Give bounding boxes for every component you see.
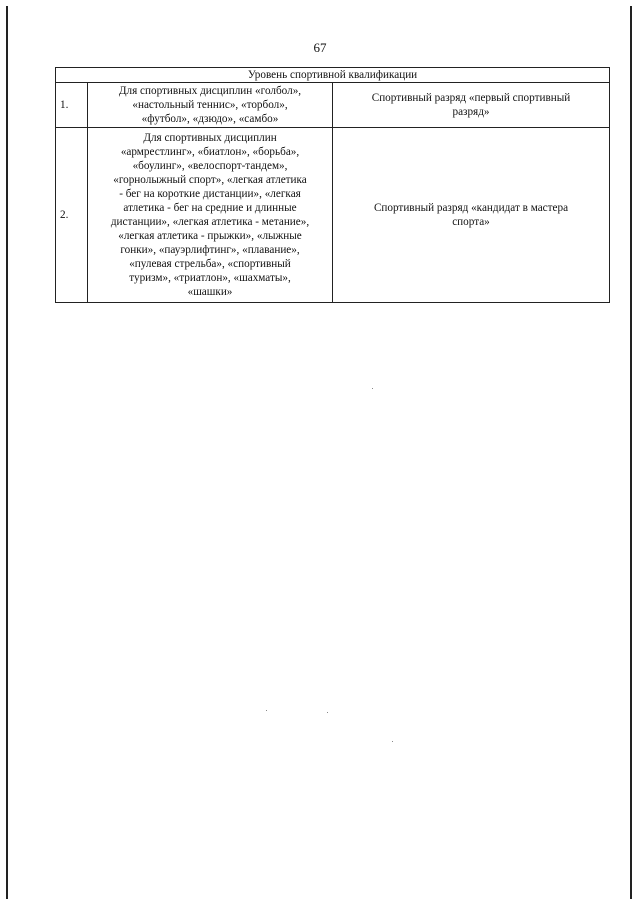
discipline-line: «настольный теннис», «торбол», [132,99,288,111]
page-number: 67 [313,40,327,55]
rank-line: спорта» [452,216,490,228]
discipline-line: «горнолыжный спорт», «легкая атлетика [113,174,307,186]
table-row [56,83,610,128]
discipline-line: «армрестлинг», «биатлон», «борьба», [120,146,300,158]
table-row [56,128,610,303]
discipline-line: туризм», «триатлон», «шахматы», [129,272,291,284]
discipline-line: Для спортивных дисциплин [143,132,277,144]
discipline-cell [88,83,333,128]
rank-cell [333,128,610,303]
table-header-row [56,68,610,83]
rank-line: Спортивный разряд «первый спортивный [371,92,571,104]
discipline-line: гонки», «пауэрлифтинг», «плавание», [120,244,300,256]
rank-line: Спортивный разряд «кандидат в мастера [373,202,569,214]
rank-cell [333,83,610,128]
scan-speck [372,388,373,389]
row-number: 2. [56,128,88,303]
discipline-line: «легкая атлетика - прыжки», «лыжные [118,230,302,242]
discipline-line: «боулинг», «велоспорт-тандем», [132,160,288,172]
discipline-line: Для спортивных дисциплин «голбол», [118,85,302,97]
discipline-line: «пулевая стрельба», «спортивный [129,258,291,270]
scan-speck [392,741,393,742]
discipline-line: «футбол», «дзюдо», «самбо» [141,113,279,125]
discipline-line: «шашки» [187,286,233,298]
rank-line: разряд» [452,106,490,118]
discipline-line: атлетика - бег на средние и длинные [123,202,297,214]
discipline-line: - бег на короткие дистанции», «легкая [119,188,301,200]
discipline-cell [88,128,333,303]
discipline-line: дистанции», «легкая атлетика - метание», [110,216,310,228]
qualification-table [55,67,610,303]
scan-speck [327,712,328,713]
row-number: 1. [56,83,88,128]
scan-speck [266,710,267,711]
table-header: Уровень спортивной квалификации [56,68,610,83]
